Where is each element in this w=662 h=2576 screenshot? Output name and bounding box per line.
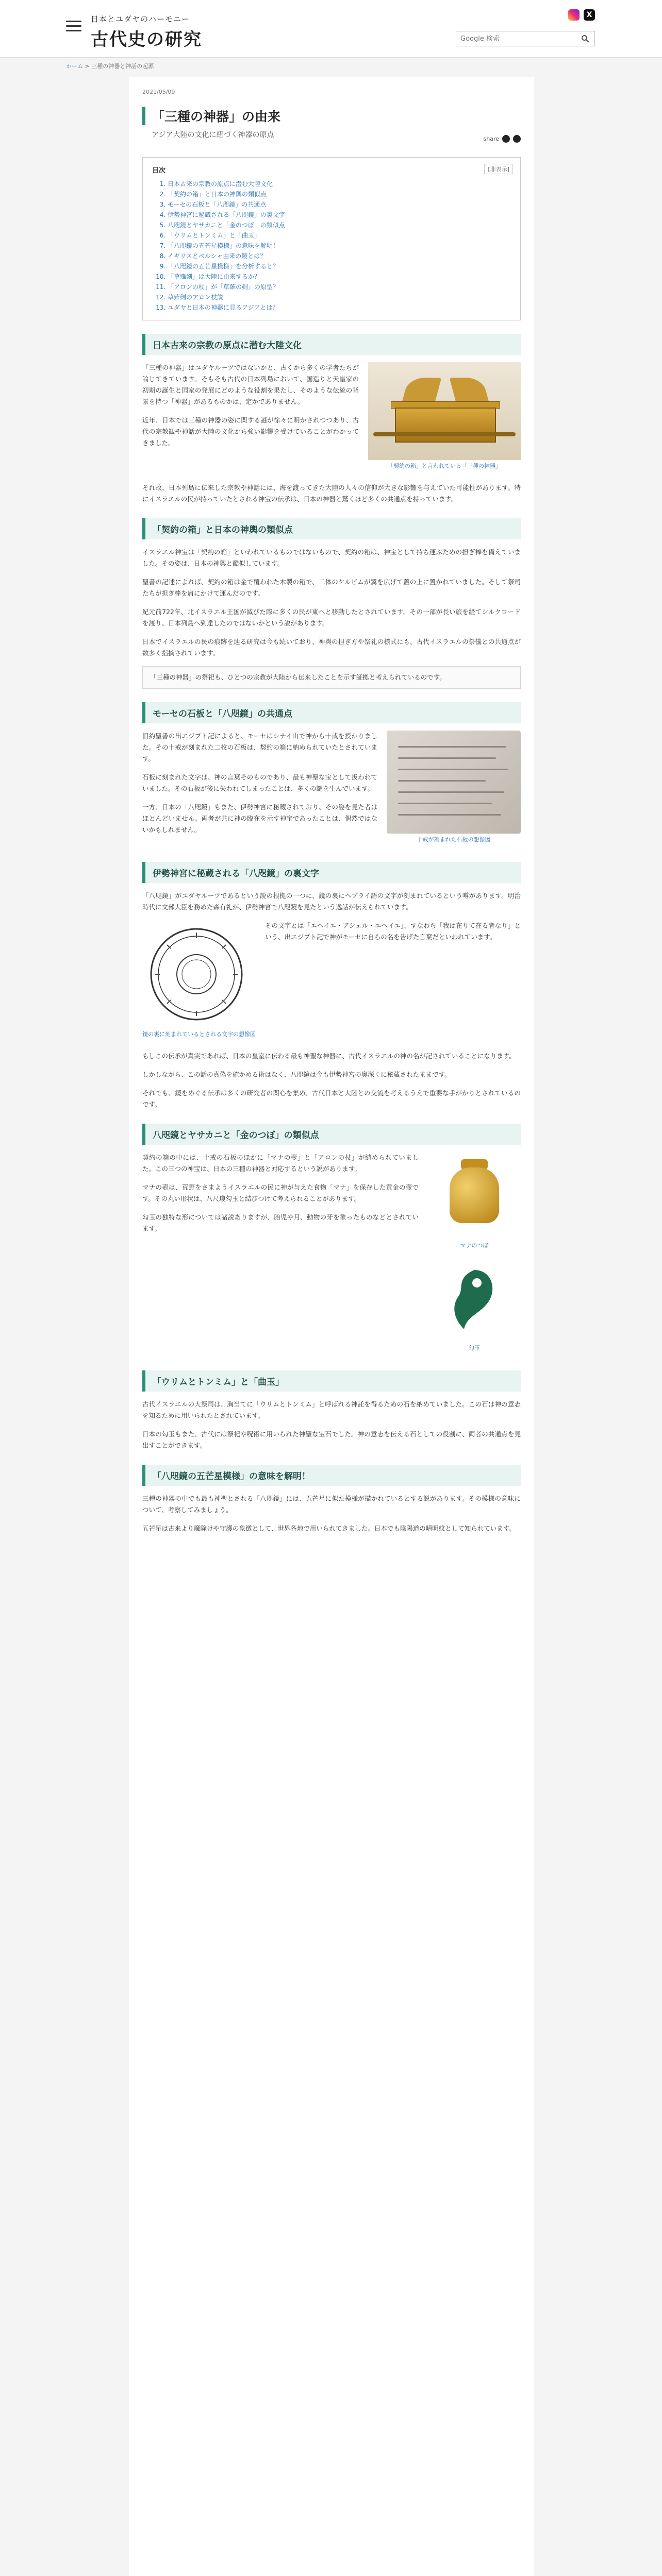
section-heading: 「ウリムとトンミム」と「曲玉」	[142, 1370, 521, 1392]
figure-caption: 勾玉	[469, 1345, 480, 1351]
toc-item[interactable]: 11. 「アロンの杖」が「草薙の剣」の原型？	[168, 282, 511, 292]
section-heading: 日本古来の宗教の原点に潜む大陸文化	[142, 334, 521, 355]
page-title: 「三種の神器」の由来	[142, 107, 521, 125]
paragraph: 三種の神器の中でも最も神聖とされる「八咫鏡」には、五芒星に似た模様が描かれているとする説があります。その模様の意味について、考察してみましょう。	[142, 1495, 521, 1514]
paragraph: 日本でイスラエルの民の痕跡を辿る研究は今も続いており、神輿の担ぎ方や祭礼の様式にも、古代イスラエルの祭儀との共通点が数多く指摘されています。	[142, 638, 521, 657]
paragraph: 聖書の記述によれば、契約の箱は金で覆われた木製の箱で、二体のケルビムが翼を広げて蓋の上に置かれていました。そして祭司たちが担ぎ棒を肩にかけて運んだのです。	[142, 578, 521, 597]
paragraph: 五芒星は古来より魔除けや守護の象徴として、世界各地で用いられてきました。日本でも陰陽道の晴明紋として知られています。	[142, 1524, 516, 1532]
paragraph: 「三種の神器」の祭祀も、ひとつの宗教が大陸から伝来したことを示す証拠と考えられているのです。	[150, 673, 446, 681]
site-title: 古代史の研究	[91, 29, 202, 50]
section-heading: モーセの石板と「八咫鏡」の共通点	[142, 702, 521, 723]
toc-item[interactable]: 12. 草薙剣のアロン杖説	[168, 292, 511, 302]
mirror-inscription-image	[142, 920, 251, 1028]
paragraph: 一方、日本の「八咫鏡」もまた、伊勢神宮に秘蔵されており、その姿を見た者はほとんどいません。両者が共に神の臨在を示す神宝であったことは、偶然ではないかもしれません。	[142, 803, 377, 834]
toc-item[interactable]: 5. 八咫鏡とヤサカニと「金のつぼ」の類似点	[168, 220, 511, 230]
toc-list	[152, 179, 511, 313]
search-icon	[581, 35, 589, 43]
figure-seal	[142, 920, 256, 1038]
paragraph: 近年、日本では三種の神器の姿に関する謎が徐々に明かされつつあり、古代の宗教観や神話が大陸の文化から強い影響を受けていることがわかってきました。	[142, 416, 359, 447]
paragraph: その文字とは「エヘイエ・アシェル・エヘイエ」、すなわち「我は在りて在る者なり」という、出エジプト記で神がモーセに自らの名を告げた言葉だといわれています。	[265, 922, 521, 941]
paragraph: それ故、日本列島に伝来した宗教や神話には、海を渡ってきた大陸の人々の信仰が大きな影響を与えていた可能性があります。特にイスラエルの民が持っていたとされる神宝の伝承は、日本の神器と驚くほど多くの共通点を持っています。	[142, 484, 521, 503]
search-input[interactable]	[456, 31, 576, 46]
magatama-image	[428, 1255, 521, 1342]
article	[129, 77, 534, 2576]
golden-jar-image	[428, 1152, 521, 1240]
paragraph: 旧約聖書の出エジプト記によると、モーセはシナイ山で神から十戒を授かりました。その十戒が刻まれた二枚の石板は、契約の箱に納められていたとされています。	[142, 732, 377, 762]
facebook-share-icon[interactable]	[502, 135, 510, 143]
figure-ark	[368, 362, 521, 470]
paragraph: 石板に刻まれた文字は、神の言葉そのものであり、最も神聖な宝として扱われていました。その石板が後に失われてしまったことは、多くの謎を生んでいます。	[142, 773, 377, 792]
sns-links	[568, 9, 595, 21]
figure-caption: マナのつぼ	[460, 1242, 489, 1249]
share-label: share	[483, 135, 499, 142]
paragraph: それでも、鏡をめぐる伝承は多くの研究者の関心を集め、古代日本と大陸との交流を考えるうえで重要な手がかりとされているのです。	[142, 1089, 521, 1108]
paragraph: 古代イスラエルの大祭司は、胸当てに「ウリムとトンミム」と呼ばれる神託を得るための石を納めていました。この石は神の意志を知るために用いられたとされています。	[142, 1400, 521, 1419]
figure-caption: 鏡の裏に刻まれているとされる文字の想像図	[142, 1031, 256, 1038]
figure-caption: 「契約の箱」と言われている「三種の神器」	[388, 463, 501, 469]
breadcrumb	[66, 62, 154, 70]
page-subtitle: アジア大陸の文化に紐づく神器の原点	[152, 131, 274, 139]
paragraph: マナの壺は、荒野をさまようイスラエルの民に神が与えた食物「マナ」を保存した黄金の壺です。その丸い形状は、八尺瓊勾玉と結びつけて考えられることがあります。	[142, 1183, 419, 1202]
toc-item[interactable]: 6. 「ウリムとトンミム」と「曲玉」	[168, 230, 511, 241]
search-box	[456, 31, 595, 46]
mirror-seal-graphic	[147, 925, 245, 1023]
site-subtitle: 日本とユダヤのハーモニー	[91, 14, 190, 24]
post-date: 2021/05/09	[142, 89, 175, 95]
toc-item[interactable]: 1. 日本古来の宗教の原点に潜む大陸文化	[168, 179, 511, 189]
paragraph: 勾玉の独特な形については諸説ありますが、胎児や月、動物の牙を象ったものなどとされています。	[142, 1213, 419, 1232]
stone-tablet-image	[387, 731, 521, 834]
section-heading: 伊勢神宮に秘蔵される「八咫鏡」の裏文字	[142, 862, 521, 883]
breadcrumb-current: 三種の神器と神話の起源	[91, 63, 154, 70]
share-bar	[484, 135, 521, 143]
x-share-icon[interactable]	[513, 135, 521, 143]
quote-box	[142, 666, 521, 689]
toc-item[interactable]: 2. 「契約の箱」と日本の神輿の類似点	[168, 189, 511, 199]
header-right	[456, 9, 595, 48]
paragraph: 日本の勾玉もまた、古代には祭祀や呪術に用いられた神聖な宝石でした。神の意志を伝える石としての役割に、両者の共通点を見出すことができます。	[142, 1430, 521, 1449]
site-header	[0, 0, 662, 58]
toc-item[interactable]: 3. モーセの石板と「八咫鏡」の共通点	[168, 199, 511, 210]
toc-item[interactable]: 9. 「八咫鏡の五芒星模様」を分析すると？	[168, 261, 511, 272]
instagram-icon[interactable]	[568, 9, 580, 21]
magatama-graphic	[446, 1265, 503, 1332]
table-of-contents	[142, 157, 521, 320]
breadcrumb-separator: >	[83, 63, 92, 70]
paragraph: しかしながら、この話の真偽を確かめる術はなく、八咫鏡は今も伊勢神宮の奥深くに秘蔵されたままです。	[142, 1071, 451, 1078]
section-heading: 「八咫鏡の五芒星模様」の意味を解明！	[142, 1465, 521, 1486]
section-heading: 「契約の箱」と日本の神輿の類似点	[142, 518, 521, 539]
toc-item[interactable]: 4. 伊勢神宮に秘蔵される「八咫鏡」の裏文字	[168, 210, 511, 220]
ark-of-covenant-image	[368, 362, 521, 460]
paragraph: 「三種の神器」はユダヤルーツではないかと、古くから多くの学者たちが論じてきています。そもそも古代の日本列島において、国造りと天皇家の初期の誕生と国家の発展にどのような役割を果たし、そのような伝統の背景を持つ「神器」があるものかは、定かでありません。	[142, 364, 359, 405]
paragraph: もしこの伝承が真実であれば、日本の皇室に伝わる最も神聖な神器に、古代イスラエルの神の名が記されていることになります。	[142, 1052, 516, 1060]
breadcrumb-home[interactable]: ホーム	[66, 63, 83, 70]
toc-item[interactable]: 8. イギリスとペルシャ由来の鏡とは？	[168, 251, 511, 261]
toc-item[interactable]: 13. ユダヤと日本の神器に見るアジアとは？	[168, 302, 511, 313]
toc-toggle-button[interactable]: [非表示]	[484, 164, 513, 174]
x-icon[interactable]: X	[584, 9, 595, 21]
figure-jar	[428, 1152, 521, 1352]
toc-title: 目次	[152, 167, 166, 175]
paragraph: 紀元前722年、北イスラエル王国が滅びた際に多くの民が東へと移動したとされています。その一部が長い旅を経てシルクロードを渡り、日本列島へ到達したのではないかという説があります。	[142, 608, 521, 627]
menu-icon[interactable]	[66, 21, 81, 32]
toc-item[interactable]: 7. 「八咫鏡の五芒星模様」の意味を解明！	[168, 241, 511, 251]
paragraph: 「八咫鏡」がユダヤルーツであるという説の根拠の一つに、鏡の裏にヘブライ語の文字が刻まれているという噂があります。明治時代に文部大臣を務めた森有礼が、伊勢神宮で八咫鏡を見たという逸話が伝えられています。	[142, 892, 521, 911]
search-button[interactable]	[576, 31, 594, 46]
section-heading: 八咫鏡とヤサカニと「金のつぼ」の類似点	[142, 1124, 521, 1145]
figure-caption: 十戒が刻まれた石板の想像図	[417, 836, 491, 843]
site-brand[interactable]	[91, 13, 202, 50]
toc-item[interactable]: 10. 「草薙剣」は大陸に由来するか？	[168, 272, 511, 282]
paragraph: 契約の箱の中には、十戒の石板のほかに「マナの壺」と「アロンの杖」が納められていました。この三つの神宝は、日本の三種の神器と対応するという説があります。	[142, 1154, 419, 1173]
paragraph: イスラエル神宝は「契約の箱」といわれているものではないもので、契約の箱は、神宝として持ち運ぶための担ぎ棒を備えていました。その姿は、日本の神輿と酷似しています。	[142, 548, 521, 567]
figure-tablet	[387, 731, 521, 843]
